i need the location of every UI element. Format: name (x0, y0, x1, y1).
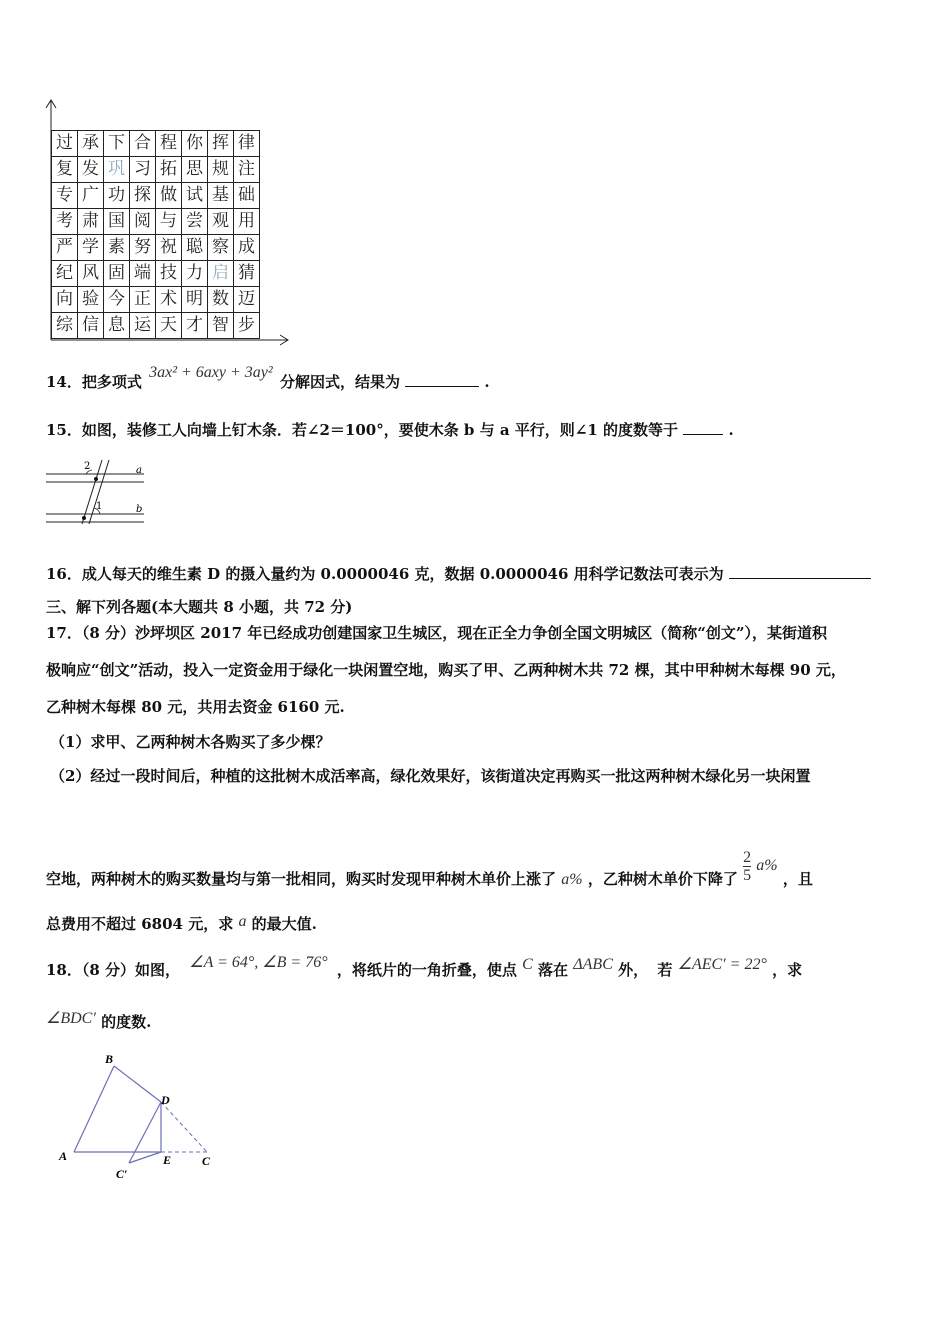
q18-figure (52, 1048, 222, 1186)
grid-cell: 下 (104, 131, 130, 157)
grid-cell: 观 (208, 209, 234, 235)
grid-cell: 力 (182, 261, 208, 287)
grid-cell: 技 (156, 261, 182, 287)
grid-cell: 严 (52, 235, 78, 261)
q17-a-var: a (238, 913, 247, 930)
grid-cell: 努 (130, 235, 156, 261)
q18-fig-label-b: B (105, 1052, 114, 1066)
q15-figure (44, 456, 154, 526)
grid-cell: 学 (78, 235, 104, 261)
grid-cell: 猜 (234, 261, 260, 287)
grid-cell: 素 (104, 235, 130, 261)
q18-text-a: 18．（8 分）如图， (46, 961, 181, 979)
q17-fraction (743, 849, 751, 884)
grid-cell: 术 (156, 287, 182, 313)
grid-cell: 步 (234, 313, 260, 339)
grid-cell: 拓 (156, 157, 182, 183)
grid-cell: 迈 (234, 287, 260, 313)
character-grid (51, 130, 260, 339)
question-18 (46, 954, 803, 981)
grid-cell: 用 (234, 209, 260, 235)
grid-cell: 天 (156, 313, 182, 339)
grid-cell: 纪 (52, 261, 78, 287)
question-15 (46, 420, 734, 440)
grid-cell: 挥 (208, 131, 234, 157)
q18-text-d: 外， (618, 961, 649, 979)
q15-fig-label-b: b (136, 504, 143, 515)
grid-cell: 试 (182, 183, 208, 209)
grid-cell: 尝 (182, 209, 208, 235)
q17-frac-den: 5 (743, 867, 752, 884)
grid-cell: 律 (234, 131, 260, 157)
q18-fig-label-c: C (202, 1154, 211, 1168)
q18-text-c: 落在 (538, 961, 569, 979)
grid-cell: 思 (182, 157, 208, 183)
q17-line-2: 极响应“创文”活动，投入一定资金用于绿化一块闲置空地，购买了甲、乙两种树木共 72 棵，其中甲种树木每棵 90 元， (46, 661, 846, 679)
q16-text: 16．成人每天的维生素 D 的摄入量约为 0.0000046 克，数据 0.0000046 用科学记数法可表示为 (46, 565, 724, 583)
grid-cell: 验 (78, 287, 104, 313)
q17-text-c1: 总费用不超过 6804 元，求 (46, 915, 234, 933)
grid-cell: 探 (130, 183, 156, 209)
q18-bdc: ∠BDC′ (46, 1010, 96, 1027)
grid-cell: 察 (208, 235, 234, 261)
q17-frac-suffix: a% (756, 857, 778, 874)
q14-text: 14．把多项式 (46, 373, 142, 391)
grid-cell: 智 (208, 313, 234, 339)
q17-frac-num: 2 (743, 849, 752, 866)
q17-line-c (46, 914, 317, 935)
q18-fig-label-c-prime: C′ (116, 1167, 128, 1181)
section-3-title: 三、解下列各题(本大题共 8 小题，共 72 分) (46, 598, 353, 616)
grid-cell: 过 (52, 131, 78, 157)
q16-answer-blank (729, 564, 871, 579)
q18-aec: ∠AEC′ = 22° (677, 956, 767, 973)
question-16 (46, 564, 871, 584)
q17-part-1: （1）求甲、乙两种树木各购买了多少棵？ (50, 733, 331, 751)
q18-triangle: ΔABC (573, 956, 613, 973)
character-grid-figure (44, 98, 294, 346)
grid-cell: 巩 (104, 157, 130, 183)
grid-cell: 习 (130, 157, 156, 183)
grid-cell: 做 (156, 183, 182, 209)
q17-text-c2: 的最大值. (251, 915, 317, 933)
q17-text-b3: ，且 (782, 870, 813, 888)
grid-cell: 专 (52, 183, 78, 209)
grid-cell: 才 (182, 313, 208, 339)
q18-angles: ∠A = 64°, ∠B = 76° (189, 954, 328, 971)
q15-answer-blank (683, 420, 723, 435)
grid-cell: 启 (208, 261, 234, 287)
grid-cell: 运 (130, 313, 156, 339)
q18-text-g: 的度数. (101, 1013, 152, 1031)
q18-fig-label-e: E (163, 1153, 172, 1167)
grid-cell: 广 (78, 183, 104, 209)
question-14 (46, 364, 490, 393)
grid-cell: 聪 (182, 235, 208, 261)
grid-cell: 考 (52, 209, 78, 235)
grid-cell: 向 (52, 287, 78, 313)
grid-cell: 综 (52, 313, 78, 339)
q14-answer-blank (405, 372, 479, 387)
q18-fig-label-d: D (161, 1093, 170, 1107)
q17-line-1: 17．（8 分）沙坪坝区 2017 年已经成功创建国家卫生城区，现在正全力争创全国文明城区（简称“创文”），某街道积 (46, 624, 827, 642)
grid-cell: 阅 (130, 209, 156, 235)
q18-text-f: ，求 (772, 961, 803, 979)
q14-period: . (484, 373, 490, 391)
q17-line-3: 乙种树木每棵 80 元，共用去资金 6160 元. (46, 698, 345, 716)
q18-text-b: ，将纸片的一角折叠，使点 (336, 961, 517, 979)
grid-cell: 功 (104, 183, 130, 209)
grid-cell: 数 (208, 287, 234, 313)
q17-line-b (46, 849, 813, 890)
grid-cell: 础 (234, 183, 260, 209)
grid-cell: 复 (52, 157, 78, 183)
q17-a-percent: a% (561, 871, 583, 888)
grid-cell: 固 (104, 261, 130, 287)
q15-fig-label-1: 1 (96, 501, 103, 512)
grid-cell: 你 (182, 131, 208, 157)
grid-cell: 承 (78, 131, 104, 157)
q14-text-b: 分解因式，结果为 (279, 373, 400, 391)
grid-cell: 基 (208, 183, 234, 209)
q17-text-b1: 空地，两种树木的购买数量均与第一批相同，购买时发现甲种树木单价上涨了 (46, 870, 557, 888)
grid-cell: 正 (130, 287, 156, 313)
grid-cell: 规 (208, 157, 234, 183)
grid-cell: 程 (156, 131, 182, 157)
grid-cell: 祝 (156, 235, 182, 261)
grid-cell: 成 (234, 235, 260, 261)
q18-text-e: 若 (657, 961, 673, 979)
grid-cell: 合 (130, 131, 156, 157)
grid-cell: 信 (78, 313, 104, 339)
q15-text: 15．如图，装修工人向墙上钉木条．若∠2＝100°，要使木条 b 与 a 平行，则∠1 的度数等于 (46, 421, 679, 439)
grid-cell: 注 (234, 157, 260, 183)
q14-formula: 3ax² + 6axy + 3ay² (149, 364, 273, 381)
grid-cell: 息 (104, 313, 130, 339)
q17-part-2: （2）经过一段时间后，种植的这批树木成活率高，绿化效果好，该街道决定再购买一批这两种树木绿化另一块闲置 (50, 767, 811, 785)
grid-cell: 风 (78, 261, 104, 287)
q18-point-c: C (522, 956, 533, 973)
q15-fig-label-a: a (136, 465, 142, 476)
q18-line-2 (46, 1012, 151, 1033)
grid-cell: 今 (104, 287, 130, 313)
q17-text-b2: ，乙种树木单价下降了 (587, 870, 738, 888)
grid-cell: 国 (104, 209, 130, 235)
grid-cell: 与 (156, 209, 182, 235)
q15-period: . (728, 421, 734, 439)
grid-cell: 肃 (78, 209, 104, 235)
q15-fig-label-2: 2 (84, 461, 91, 472)
q18-fig-label-a: A (59, 1149, 68, 1163)
grid-cell: 明 (182, 287, 208, 313)
grid-cell: 端 (130, 261, 156, 287)
grid-cell: 发 (78, 157, 104, 183)
